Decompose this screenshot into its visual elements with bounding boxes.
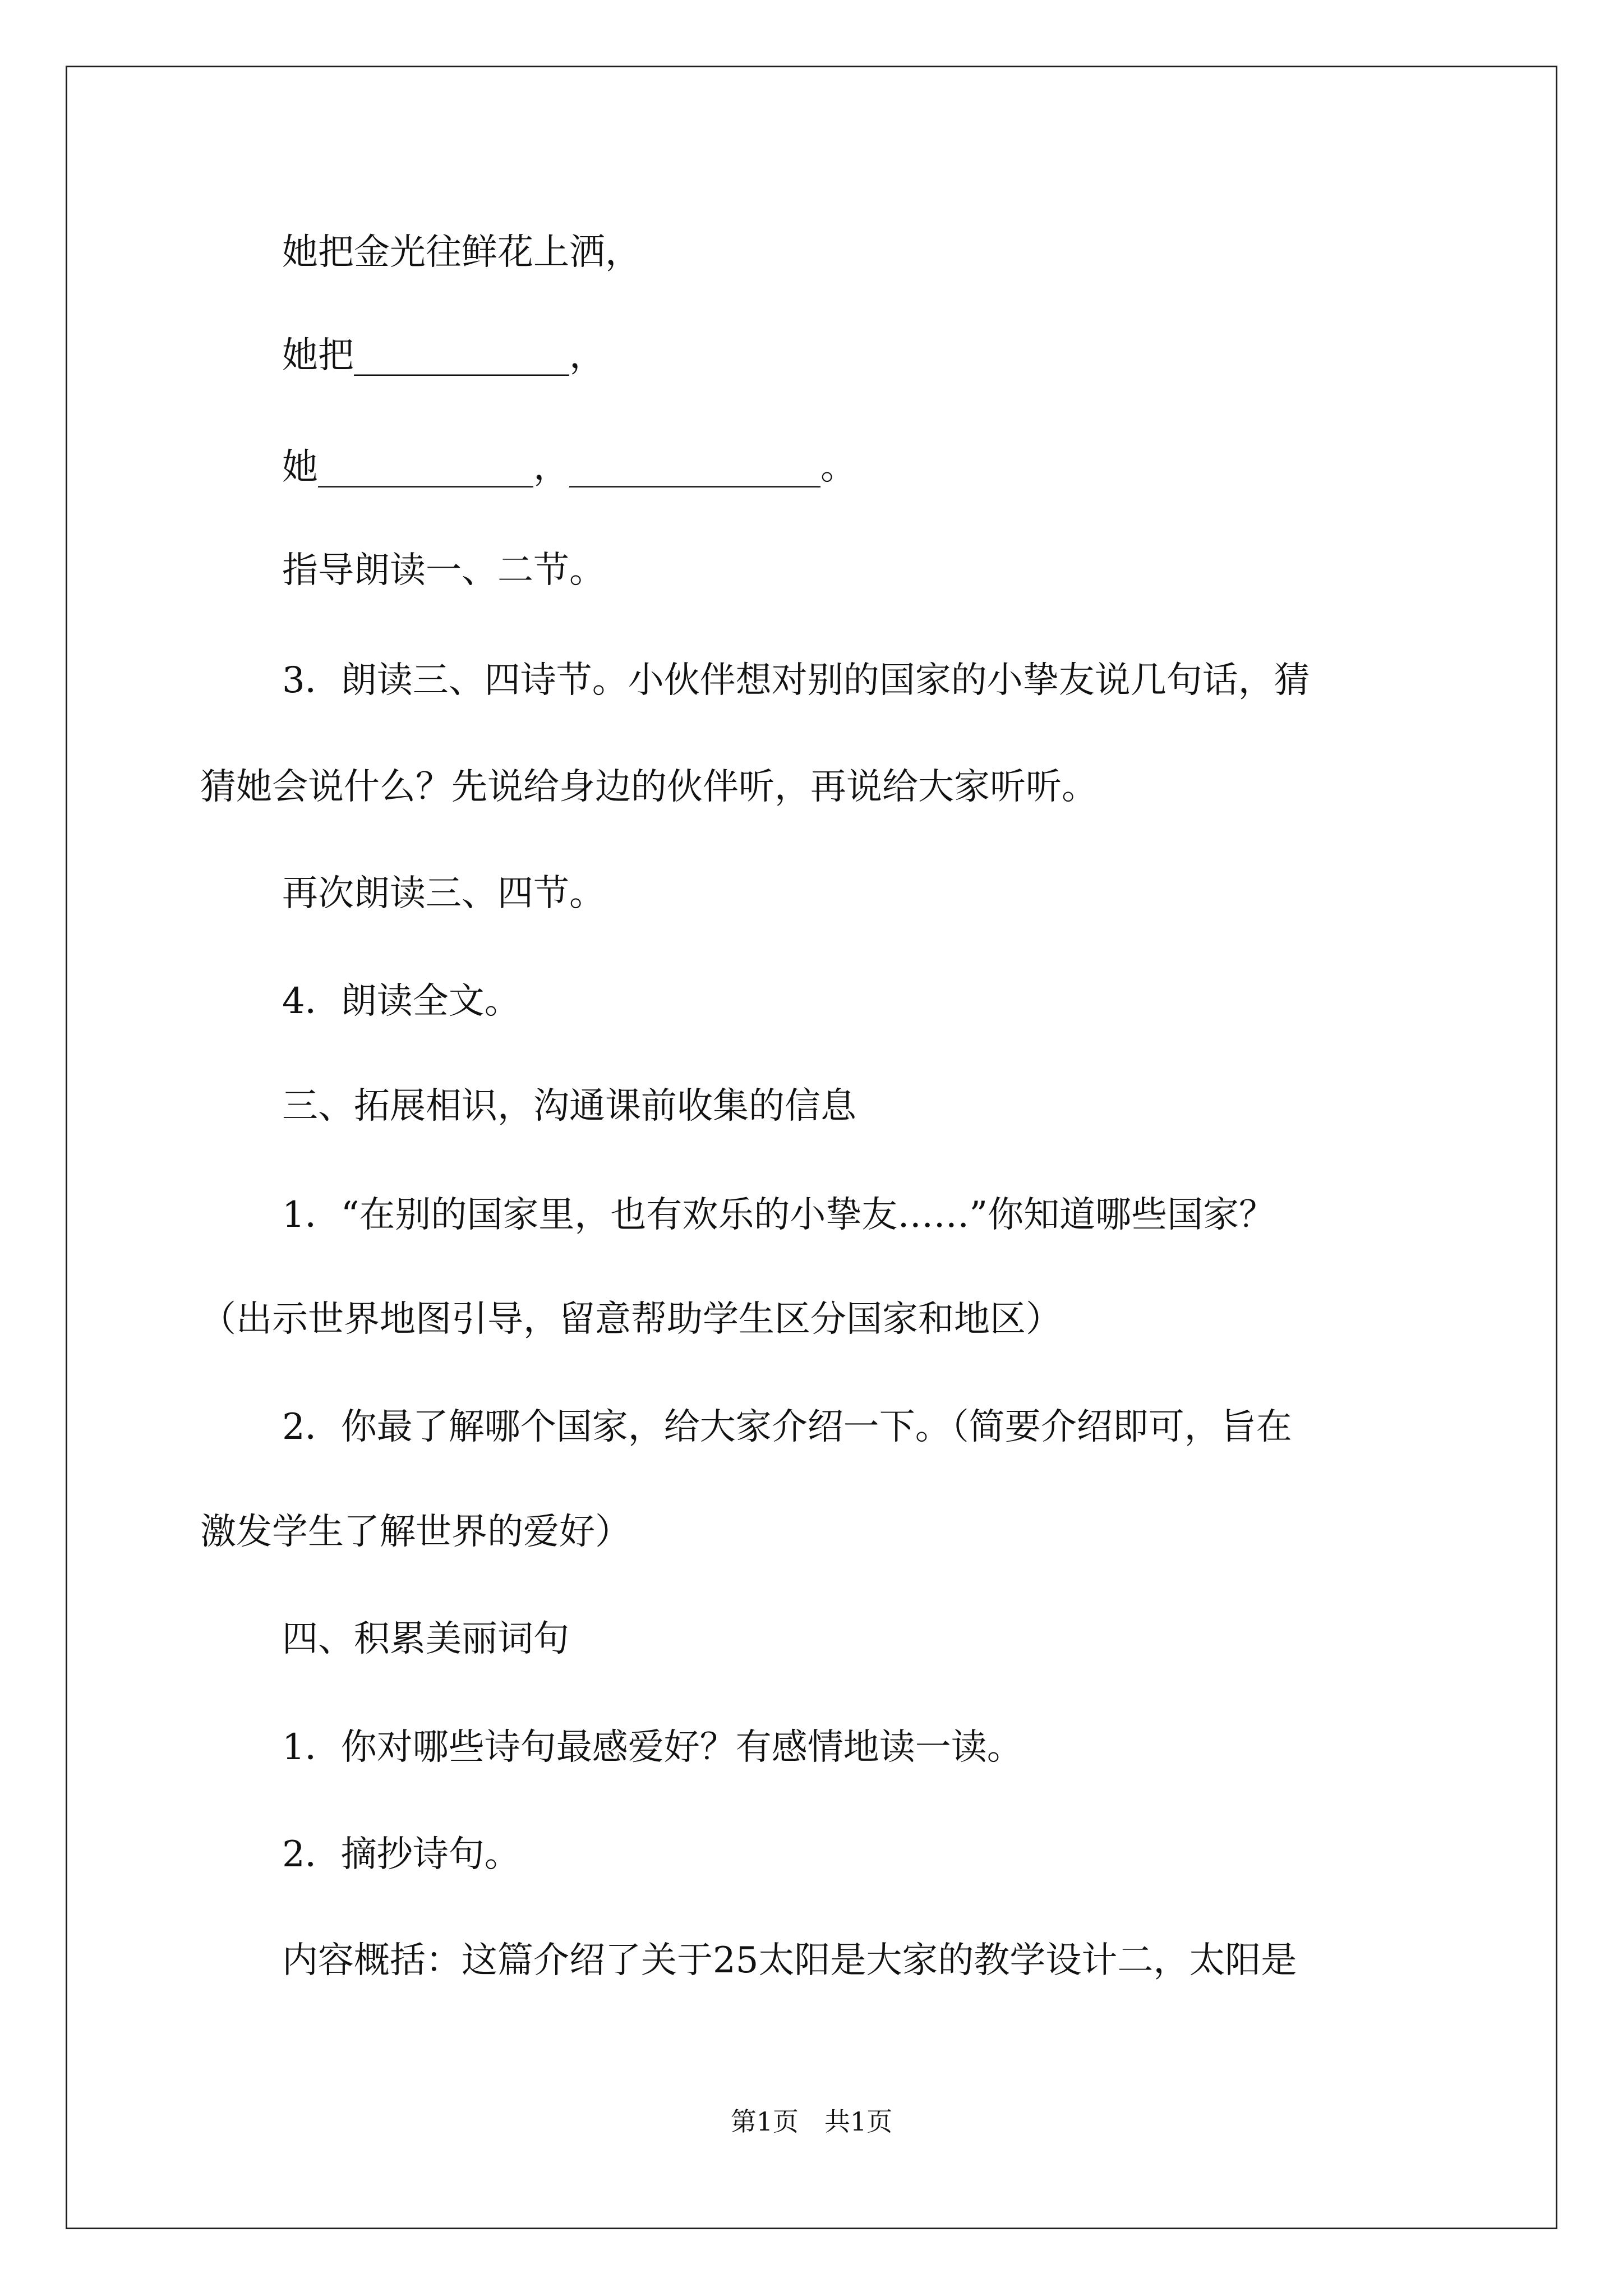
text-line: 四、积累美丽词句 <box>282 1618 569 1660</box>
text-line: 再次朗读三、四节。 <box>282 873 605 914</box>
page-footer: 第1页 共1页 <box>730 2106 893 2137</box>
page-border <box>66 66 1557 2229</box>
text-line: 三、拓展相识，沟通课前收集的信息 <box>282 1085 856 1127</box>
text-line: （出示世界地图引导，留意帮助学生区分国家和地区） <box>200 1299 1062 1340</box>
text-line: 2．你最了解哪个国家，给大家介绍一下。（简要介绍即可，旨在 <box>282 1406 1292 1448</box>
text-line: 2．摘抄诗句。 <box>282 1834 520 1875</box>
text-line: 她把金光往鲜花上洒， <box>282 232 641 273</box>
text-line: 3．朗读三、四诗节。小伙伴想对别的国家的小挚友说几句话，猜 <box>282 660 1310 701</box>
text-line: 激发学生了解世界的爱好） <box>200 1511 631 1553</box>
text-line: 内容概括：这篇介绍了关于25太阳是大家的教学设计二，太阳是 <box>282 1940 1297 1981</box>
text-line: 1．你对哪些诗句最感爱好？有感情地读一读。 <box>282 1727 1023 1768</box>
text-line: 4．朗读全文。 <box>282 981 520 1022</box>
text-line: 指导朗读一、二节。 <box>282 550 605 591</box>
text-line: 她____________，______________。 <box>282 447 856 488</box>
text-line: 她把____________， <box>282 335 605 376</box>
text-line: 1．“在别的国家里，也有欢乐的小挚友……”你知道哪些国家？ <box>282 1194 1275 1236</box>
text-line: 猜她会说什么？先说给身边的伙伴听，再说给大家听听。 <box>200 766 1098 808</box>
